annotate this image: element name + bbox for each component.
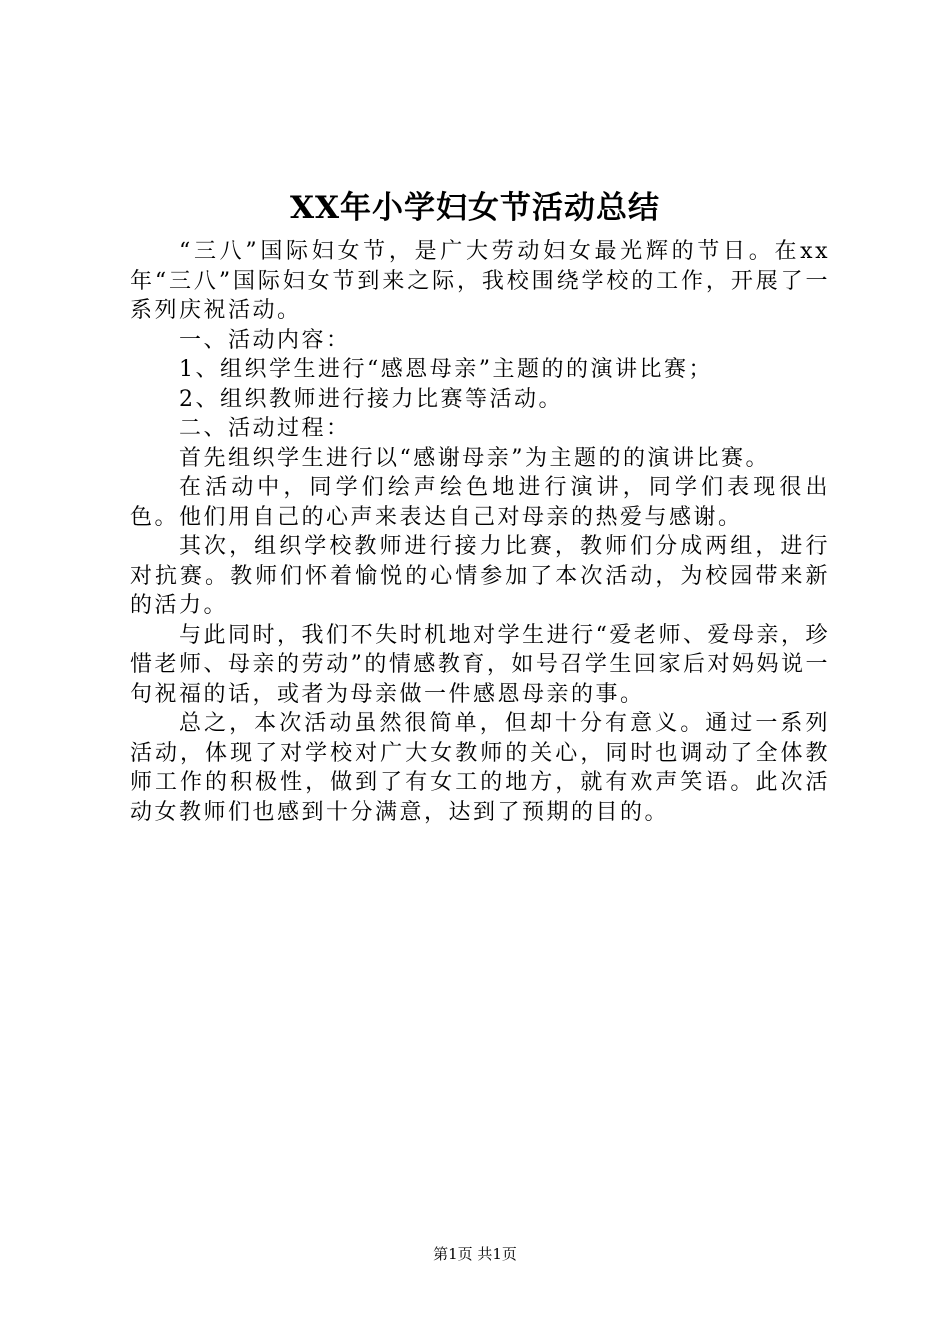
heading-activity-content: 一、活动内容： <box>179 327 351 353</box>
paragraph-during-activity: 在活动中，同学们绘声绘色地进行演讲，同学们表现很出色。他们用自己的心声来表达自己对母亲的热爱与感谢。 <box>130 475 830 530</box>
heading-activity-process: 二、活动过程： <box>179 416 351 441</box>
document-body <box>130 237 830 827</box>
paragraph-second: 其次，组织学校教师进行接力比赛，教师们分成两组，进行对抗赛。教师们怀着愉悦的心情参加了本次活动，为校园带来新的活力。 <box>130 534 830 618</box>
list-item-student-speech: 1、组织学生进行“感恩母亲”主题的的演讲比赛； <box>179 357 713 382</box>
paragraph-meanwhile: 与此同时，我们不失时机地对学生进行“爱老师、爱母亲，珍惜老师、母亲的劳动”的情感教育，如号召学生回家后对妈妈说一句祝福的话，或者为母亲做一件感恩母亲的事。 <box>130 622 830 707</box>
paragraph-conclusion: 总之，本次活动虽然很简单，但却十分有意义。通过一系列活动，体现了对学校对广大女教师的关心，同时也调动了全体教师工作的积极性，做到了有女工的地方，就有欢声笑语。此次活动女教师们也感到十分满意，达到了预期的目的。 <box>130 711 830 825</box>
list-item-teacher-relay: 2、组织教师进行接力比赛等活动。 <box>179 386 563 412</box>
document-title: XX年小学妇女节活动总结 <box>289 190 661 226</box>
paragraph-intro: “三八”国际妇女节，是广大劳动妇女最光辉的节日。在xx年“三八”国际妇女节到来之际，我校围绕学校的工作，开展了一系列庆祝活动。 <box>130 239 830 323</box>
paragraph-first: 首先组织学生进行以“感谢母亲”为主题的的演讲比赛。 <box>179 445 770 471</box>
page-number-footer: 第1页 共1页 <box>433 1245 517 1263</box>
